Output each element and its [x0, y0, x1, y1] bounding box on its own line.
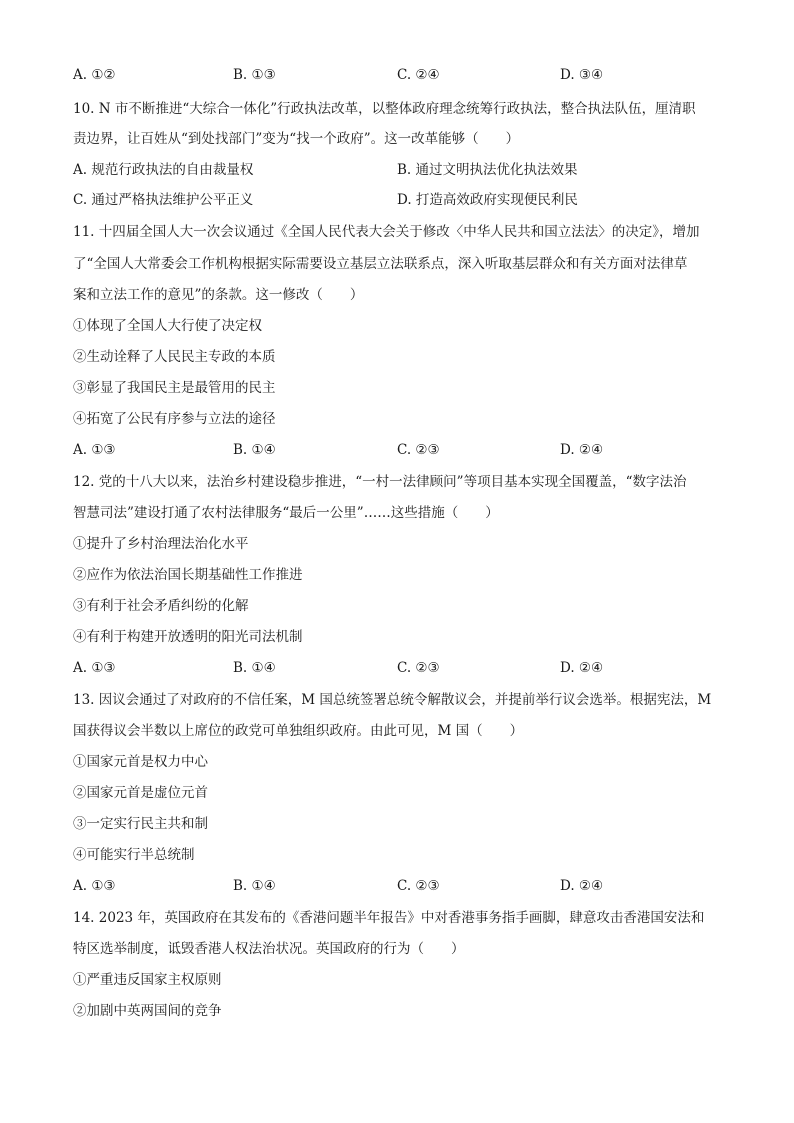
q11-option-d: D. ②④: [560, 442, 604, 458]
q12-option-c: C. ②③: [397, 660, 440, 676]
q12-statement-1: ①提升了乡村治理法治化水平: [73, 536, 249, 552]
q13-stem-line-2: 国获得议会半数以上席位的政党可单独组织政府。由此可见，M 国（ ）: [73, 723, 524, 739]
q11-statement-4: ④拓宽了公民有序参与立法的途径: [73, 411, 276, 427]
q12-stem-line-2: 智慧司法”建设打通了农村法律服务“最后一公里”……这些措施（ ）: [73, 505, 499, 521]
q10-option-b: B. 通过文明执法优化执法效果: [397, 162, 578, 178]
q13-option-c: C. ②③: [397, 878, 440, 894]
q11-option-b: B. ①④: [233, 442, 276, 458]
q12-option-b: B. ①④: [233, 660, 276, 676]
q10-option-c: C. 通过严格执法维护公平正义: [73, 192, 254, 208]
q12-stem-line-1: 12. 党的十八大以来，法治乡村建设稳步推进，“一村一法律顾问”等项目基本实现全国覆盖，“数字法治: [73, 474, 687, 490]
q12-option-d: D. ②④: [560, 660, 604, 676]
q11-stem-line-3: 案和立法工作的意见”的条款。这一修改（ ）: [73, 287, 364, 303]
q13-statement-4: ④可能实行半总统制: [73, 847, 195, 863]
q10-options-row-2: [73, 190, 713, 210]
q10-stem-line-2: 责边界，让百姓从“到处找部门”变为“找一个政府”。这一改革能够（ ）: [73, 131, 520, 147]
q13-options: [73, 876, 713, 896]
q11-option-a: A. ①③: [73, 442, 116, 458]
q10-options-row-1: [73, 160, 713, 180]
q12-option-a: A. ①③: [73, 660, 116, 676]
q11-statement-1: ①体现了全国人大行使了决定权: [73, 318, 262, 334]
q9-option-d: D. ③④: [560, 67, 604, 83]
q9-option-c: C. ②④: [397, 67, 440, 83]
q9-option-b: B. ①③: [233, 67, 276, 83]
q12-statement-4: ④有利于构建开放透明的阳光司法机制: [73, 629, 303, 645]
q13-statement-1: ①国家元首是权力中心: [73, 754, 208, 770]
q14-statement-1: ①严重违反国家主权原则: [73, 972, 222, 988]
q12-statement-2: ②应作为依法治国长期基础性工作推进: [73, 567, 303, 583]
q11-options: [73, 440, 713, 460]
q13-option-b: B. ①④: [233, 878, 276, 894]
q14-stem-line-1: 14. 2023 年，英国政府在其发布的《香港问题半年报告》中对香港事务指手画脚，肆意攻击香港国安法和: [73, 910, 705, 926]
q13-option-a: A. ①③: [73, 878, 116, 894]
q11-option-c: C. ②③: [397, 442, 440, 458]
q11-stem-line-1: 11. 十四届全国人大一次会议通过《全国人民代表大会关于修改〈中华人民共和国立法法〉的决定》，增加: [73, 224, 700, 240]
q13-option-d: D. ②④: [560, 878, 604, 894]
q13-statement-2: ②国家元首是虚位元首: [73, 785, 208, 801]
q13-statement-3: ③一定实行民主共和制: [73, 816, 208, 832]
q12-options: [73, 658, 713, 678]
q14-statement-2: ②加剧中英两国间的竞争: [73, 1003, 222, 1019]
q9-options: [73, 65, 713, 85]
q12-statement-3: ③有利于社会矛盾纠纷的化解: [73, 598, 249, 614]
q13-stem-line-1: 13. 因议会通过了对政府的不信任案，M 国总统签署总统令解散议会，并提前举行议会选举。根据宪法，M: [73, 692, 712, 708]
q11-stem-line-2: 了“全国人大常委会工作机构根据实际需要设立基层立法联系点，深入听取基层群众和有关方面对法律草: [73, 256, 688, 272]
q10-option-d: D. 打造高效政府实现便民利民: [397, 192, 578, 208]
q11-statement-3: ③彰显了我国民主是最管用的民主: [73, 380, 276, 396]
q10-stem-line-1: 10. N 市不断推进“大综合一体化”行政执法改革，以整体政府理念统筹行政执法，整合执法队伍，厘清职: [73, 101, 696, 117]
q14-stem-line-2: 特区选举制度，诋毁香港人权法治状况。英国政府的行为（ ）: [73, 941, 465, 957]
q11-statement-2: ②生动诠释了人民民主专政的本质: [73, 349, 276, 365]
q9-option-a: A. ①②: [73, 67, 116, 83]
q10-option-a: A. 规范行政执法的自由裁量权: [73, 162, 254, 178]
